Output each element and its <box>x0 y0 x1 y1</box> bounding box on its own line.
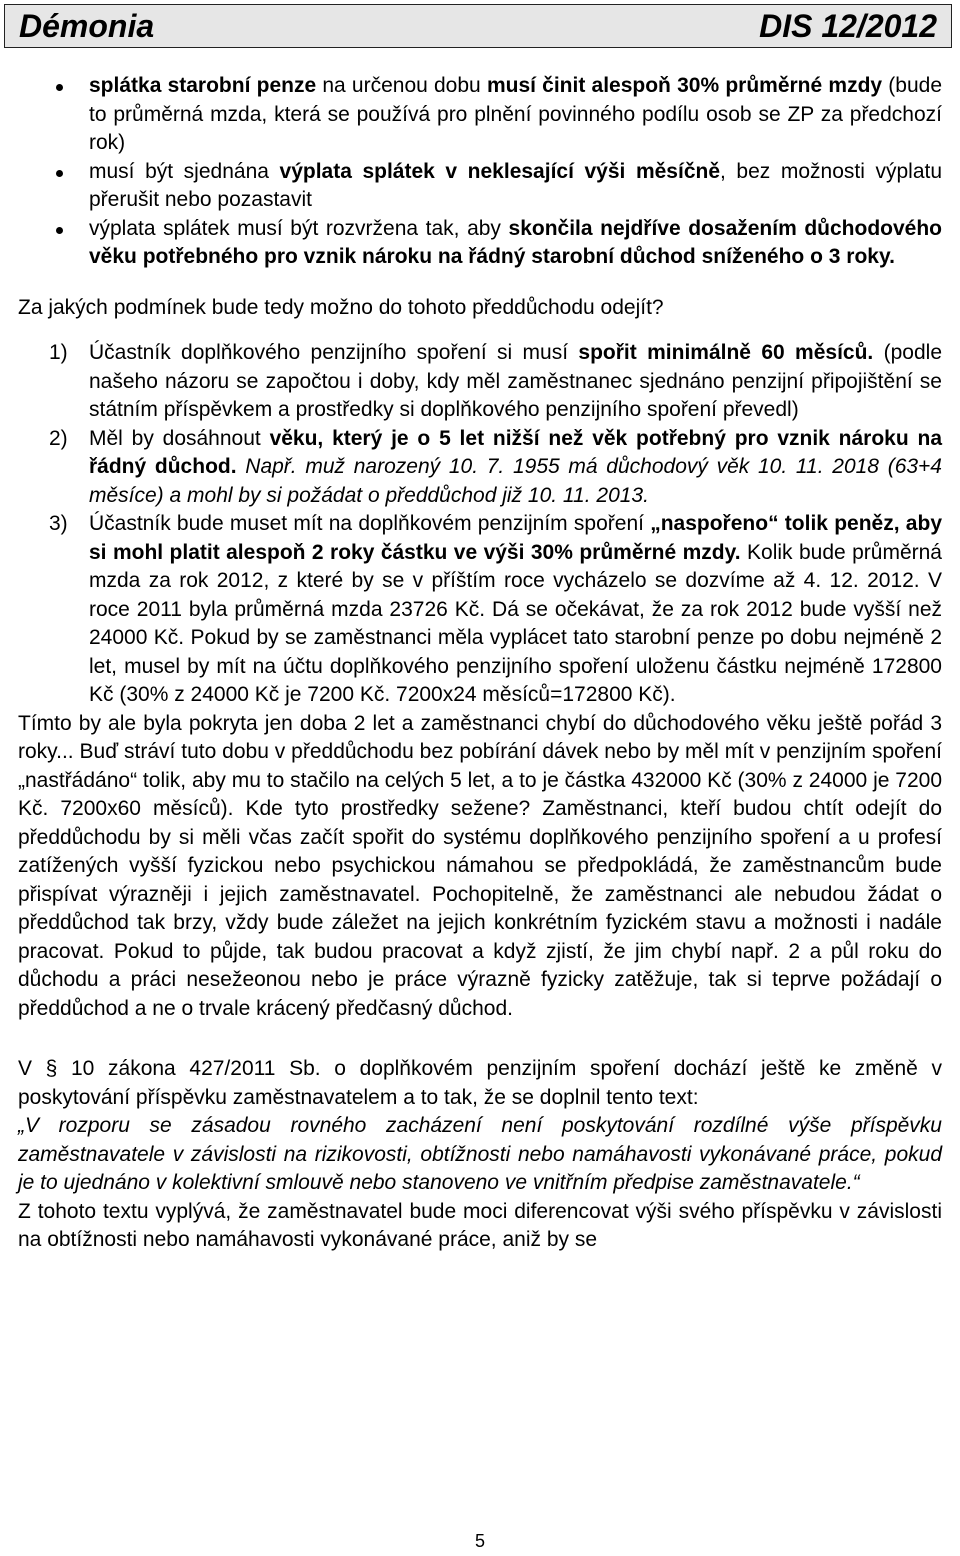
numbered-item <box>18 510 942 710</box>
text-run: musí být sjednána <box>89 159 280 183</box>
text-run: Účastník bude muset mít na doplňkovém penzijním spoření <box>89 512 651 535</box>
text-run: výplata splátek v neklesající výši měsíčně <box>279 159 721 183</box>
numbered-item <box>18 339 942 425</box>
text-run: (podle našeho názoru se započtou i doby, kdy měl zaměstnanec sjednáno penzijní připojištění se státním příspěvkem a prostředky si doplňkového penzijního spoření převedl) <box>89 341 943 421</box>
text-run: skončila nejdříve dosažením důchodového věku potřebného pro vznik nároku na řádný starobní důchod sníženého o 3 roky. <box>89 216 942 268</box>
page-header <box>4 4 952 48</box>
item-number: 1) <box>49 341 68 364</box>
paragraph: V § 10 zákona 427/2011 Sb. o doplňkovém penzijním spoření dochází ještě ke změně v poskytování příspěvku zaměstnavatelem a to tak, že se doplnil tento text: <box>18 1057 942 1109</box>
article-body <box>18 72 942 1255</box>
text-run: (bude to průměrná mzda, která se používá pro plnění povinného podílu osob se ZP za předchozí rok) <box>89 74 942 154</box>
item-number: 2) <box>49 426 68 450</box>
text-run: na určenou dobu <box>316 74 487 97</box>
text-run: věku, který je o 5 let nižší než věk potřebný pro vznik nároku na řádný důchod. <box>89 426 943 478</box>
bullet-item <box>18 72 942 158</box>
text-run: Měl by dosáhnout <box>89 426 270 450</box>
bullet-item <box>18 215 942 272</box>
paragraph: Tímto by ale byla pokryta jen doba 2 let a zaměstnanci chybí do důchodového věku ještě pořád 3 roky... Buď stráví tuto dobu v předdůchodu bez pobírání dávek nebo by měl mít v penzijním spoření „nastřádáno“ tolik, aby mu to stačilo na celých 5 let, a to je částka 432000 Kč (30% z 24000 je 7200 Kč. 7200x60 měsíců). Kde tyto prostředky sežene? Zaměstnanci, kteří budou chtít odejít do předdůchodu by si měli včas začít spořit do systému doplňkového penzijního spoření a u profesí zatížených vyšší fyzickou nebo psychickou námahou se předpokládá, že zaměstnancům bude přispívat výrazněji i jejich zaměstnavatel. Pochopitelně, že zaměstnanci ale nebudou žádat o předdůchod tak brzy, vždy bude záležet na jejich konkrétním fyzickém stavu a možnosti i nadále pracovat. Pokud to půjde, tak budou pracovat a když zjistí, že jim chybí např. 2 a půl roku do důchodu a práci nesežeonou nebo je práce výrazně fyzicky zatěžuje, tak si teprve požádají o předdůchod a ne o trvale krácený předčasný důchod. <box>18 711 942 1020</box>
text-run: splátka starobní penze <box>89 74 317 97</box>
quote-text: „V rozporu se zásadou rovného zacházení není poskytování rozdílné výše příspěvku zaměstnavatele v závislosti na rizikovosti, obtížnosti nebo namáhavosti vykonávané práce, pokud je to ujednáno v kolektivní smlouvě nebo stanoveno ve vnitřním předpise zaměstnavatele.“ <box>18 1114 942 1194</box>
text-run: Kolik bude průměrná mzda za rok 2012, z které by se v příštím roce vycházelo se dozvíme až 4. 12. 2012. V roce 2011 byla průměrná mzda 23726 Kč. Dá se očekávat, že za rok 2012 bude vyšší než 24000 Kč. Pokud by se zaměstnanci měla vyplácet tato starobní penze po dobu nejméně 2 let, musel by mít na účtu doplňkového penzijního spoření uloženu částku nejméně 172800 Kč (30% z 24000 Kč je 7200 Kč. 7200x24 měsíců=172800 Kč). <box>89 540 942 706</box>
text-run: „naspořeno“ tolik peněz, aby si mohl platit alespoň 2 roky částku ve výši 30% průměrné mzdy. <box>89 512 942 564</box>
item-text <box>89 427 942 507</box>
item-number: 3) <box>49 512 68 535</box>
text-run: , bez možnosti výplatu přerušit nebo pozastavit <box>89 159 943 211</box>
numbered-list <box>18 339 942 710</box>
header-title: Démonia <box>19 7 155 44</box>
text-run: musí činit alespoň 30% průměrné mzdy <box>486 74 883 97</box>
section-question: Za jakých podmínek bude tedy možno do tohoto předdůchodu odejít? <box>18 295 664 319</box>
item-text <box>89 512 942 706</box>
item-text <box>89 341 942 421</box>
text-run: Účastník doplňkového penzijního spoření si musí <box>89 341 579 364</box>
law-quote <box>18 1112 942 1198</box>
bullet-item <box>18 158 942 215</box>
text-run: spořit minimálně 60 měsíců. <box>578 341 874 364</box>
paragraph: Z tohoto textu vyplývá, že zaměstnavatel bude moci diferencovat výši svého příspěvku v závislosti na obtížnosti nebo namáhavosti vykonávané práce, aniž by se <box>18 1199 942 1251</box>
text-run: Např. muž narozený 10. 7. 1955 má důchodový věk 10. 11. 2018 (63+4 měsíce) a mohl by si požádat o předdůchod již 10. 11. 2013. <box>89 455 942 507</box>
text-run: výplata splátek musí být rozvržena tak, aby <box>89 216 509 240</box>
bullet-list <box>18 72 942 272</box>
header-issue: DIS 12/2012 <box>759 7 937 44</box>
numbered-item <box>18 425 942 511</box>
page-number: 5 <box>474 1531 485 1551</box>
